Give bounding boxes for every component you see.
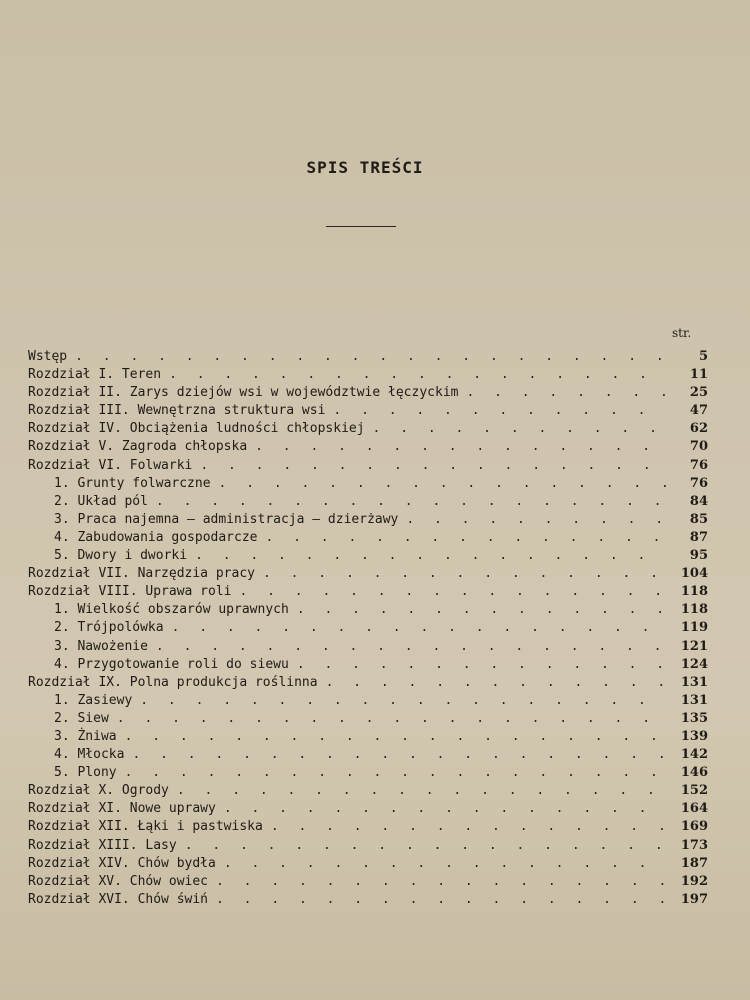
toc-entry-page: 62 — [689, 421, 708, 437]
dot-leader — [125, 728, 666, 746]
toc-entry — [28, 800, 708, 818]
dot-leader — [406, 511, 666, 529]
toc-entry-label: Rozdział XII. Łąki i pastwiska — [28, 819, 263, 835]
toc-entry — [28, 873, 708, 891]
page-title: SPIS TREŚCI — [306, 158, 424, 177]
toc-entry-page: 131 — [680, 692, 708, 708]
toc-entry — [28, 891, 708, 909]
dot-leader — [333, 402, 666, 420]
toc-entry — [28, 782, 708, 800]
dot-leader — [185, 837, 666, 855]
toc-entry-page: 131 — [680, 674, 708, 690]
dot-leader — [224, 855, 666, 873]
toc-entry-label: Wstęp — [28, 349, 68, 364]
toc-entry — [28, 746, 708, 764]
dot-leader — [132, 746, 666, 764]
toc-entry — [28, 565, 708, 583]
toc-entry-label: 2. Układ pól — [54, 493, 148, 509]
toc-entry-page: 164 — [680, 801, 708, 817]
toc-entry-label: 4. Młocka — [54, 747, 125, 763]
page-column-label: str. — [672, 326, 692, 340]
toc-entry-label: Rozdział IV. Obciążenia ludności chłopskiej — [28, 421, 365, 437]
toc-entry — [28, 402, 708, 420]
toc-entry-label: 4. Przygotowanie roli do siewu — [54, 656, 289, 672]
dot-leader — [169, 366, 666, 384]
dot-leader — [195, 547, 666, 565]
toc-entry — [28, 855, 708, 873]
toc-entry-label: Rozdział I. Teren — [28, 367, 162, 383]
dot-leader — [219, 475, 666, 493]
dot-leader — [266, 529, 667, 547]
dot-leader — [140, 692, 666, 710]
dot-leader — [216, 891, 666, 909]
toc-entry-page: 11 — [689, 367, 708, 383]
toc-entry — [28, 457, 708, 475]
toc-entry-label: 2. Trójpolówka — [54, 620, 164, 636]
toc-entry — [28, 728, 708, 746]
toc-entry-page: 192 — [680, 873, 708, 889]
toc-entry — [28, 601, 708, 619]
toc-entry-page: 104 — [680, 566, 708, 582]
toc-entry — [28, 384, 708, 402]
toc-entry — [28, 366, 708, 384]
dot-leader — [297, 601, 666, 619]
toc-entry-label: Rozdział VIII. Uprawa roli — [28, 584, 232, 600]
toc-entry — [28, 493, 708, 511]
toc-entry — [28, 547, 708, 565]
dot-leader — [240, 583, 667, 601]
toc-entry-page: 197 — [680, 891, 708, 907]
dot-leader — [200, 457, 666, 475]
dot-leader — [255, 438, 666, 456]
title-divider — [326, 226, 396, 227]
toc-entry-label: Rozdział III. Wewnętrzna struktura wsi — [28, 403, 326, 419]
dot-leader — [125, 764, 666, 782]
toc-entry-page: 118 — [680, 602, 708, 618]
toc-entry-label: 1. Zasiewy — [54, 692, 133, 708]
toc-entry — [28, 529, 708, 547]
toc-entry — [28, 619, 708, 637]
toc-entry-page: 118 — [680, 584, 708, 600]
toc-entry-page: 124 — [680, 656, 708, 672]
toc-entry-label: Rozdział XV. Chów owiec — [28, 873, 209, 889]
toc-entry-page: 139 — [680, 728, 708, 744]
toc-entry-page: 146 — [680, 765, 708, 781]
toc-entry-label: 5. Dwory i dworki — [54, 548, 188, 564]
dot-leader — [117, 710, 666, 728]
toc-entry-page: 76 — [689, 457, 708, 473]
toc-entry — [28, 475, 708, 493]
toc-entry-page: 84 — [689, 493, 708, 509]
toc-entry-label: Rozdział VII. Narzędzia pracy — [28, 566, 255, 582]
dot-leader — [326, 674, 666, 692]
toc-entry-page: 76 — [689, 475, 708, 491]
toc-entry-page: 121 — [680, 638, 708, 654]
dot-leader — [271, 818, 666, 836]
toc-entry-label: 4. Zabudowania gospodarcze — [54, 529, 258, 545]
toc-entry-label: Rozdział XI. Nowe uprawy — [28, 801, 216, 817]
toc-entry-label: 1. Grunty folwarczne — [54, 475, 211, 491]
toc-entry — [28, 638, 708, 656]
toc-entry-label: Rozdział V. Zagroda chłopska — [28, 439, 248, 455]
toc-entry-label: Rozdział XIII. Lasy — [28, 837, 177, 853]
toc-entry-page: 87 — [689, 529, 708, 545]
toc-entry-page: 169 — [680, 819, 708, 835]
toc-entry-label: 1. Wielkość obszarów uprawnych — [54, 602, 289, 618]
toc-entry — [28, 656, 708, 674]
dot-leader — [156, 493, 666, 511]
toc-entry — [28, 764, 708, 782]
toc-entry-label: Rozdział XVI. Chów świń — [28, 891, 209, 907]
toc-entry — [28, 674, 708, 692]
dot-leader — [263, 565, 666, 583]
toc-entry-label: 2. Siew — [54, 710, 109, 726]
toc-entry-page: 135 — [680, 710, 708, 726]
toc-entry — [28, 438, 708, 456]
toc-entry-page: 70 — [689, 439, 708, 455]
dot-leader — [177, 782, 666, 800]
toc-entry-label: Rozdział IX. Polna produkcja roślinna — [28, 674, 318, 690]
toc-entry-page: 119 — [680, 620, 708, 636]
toc-entry-page: 47 — [689, 403, 708, 419]
dot-leader — [224, 800, 666, 818]
toc-entry-label: 3. Praca najemna — administracja — dzierżawy — [54, 511, 399, 527]
dot-leader — [297, 656, 666, 674]
toc-entry-label: 3. Żniwa — [54, 728, 117, 744]
toc-entry-page: 142 — [680, 747, 708, 763]
toc-entry-page: 152 — [680, 783, 708, 799]
toc-entry-label: 5. Plony — [54, 765, 117, 781]
toc-entry-page: 173 — [680, 837, 708, 853]
toc-entry — [28, 511, 708, 529]
dot-leader — [373, 420, 666, 438]
toc-entry-label: Rozdział XIV. Chów bydła — [28, 855, 216, 871]
toc-entry-page: 85 — [689, 511, 708, 527]
toc-entry-page: 187 — [680, 855, 708, 871]
toc-entry-label: Rozdział II. Zarys dziejów wsi w województwie łęczyckim — [28, 385, 459, 401]
table-of-contents — [28, 348, 708, 909]
toc-entry-page: 5 — [698, 349, 708, 364]
toc-entry — [28, 692, 708, 710]
toc-entry — [28, 818, 708, 836]
toc-entry-page: 25 — [689, 385, 708, 401]
dot-leader — [75, 348, 666, 366]
toc-entry-label: 3. Nawożenie — [54, 638, 148, 654]
toc-entry-label: Rozdział X. Ogrody — [28, 783, 169, 799]
toc-entry — [28, 348, 708, 366]
toc-entry-page: 95 — [689, 548, 708, 564]
toc-entry-label: Rozdział VI. Folwarki — [28, 457, 193, 473]
dot-leader — [466, 384, 666, 402]
toc-entry — [28, 837, 708, 855]
dot-leader — [216, 873, 666, 891]
toc-entry — [28, 583, 708, 601]
dot-leader — [156, 638, 666, 656]
toc-entry — [28, 710, 708, 728]
toc-entry — [28, 420, 708, 438]
dot-leader — [172, 619, 666, 637]
